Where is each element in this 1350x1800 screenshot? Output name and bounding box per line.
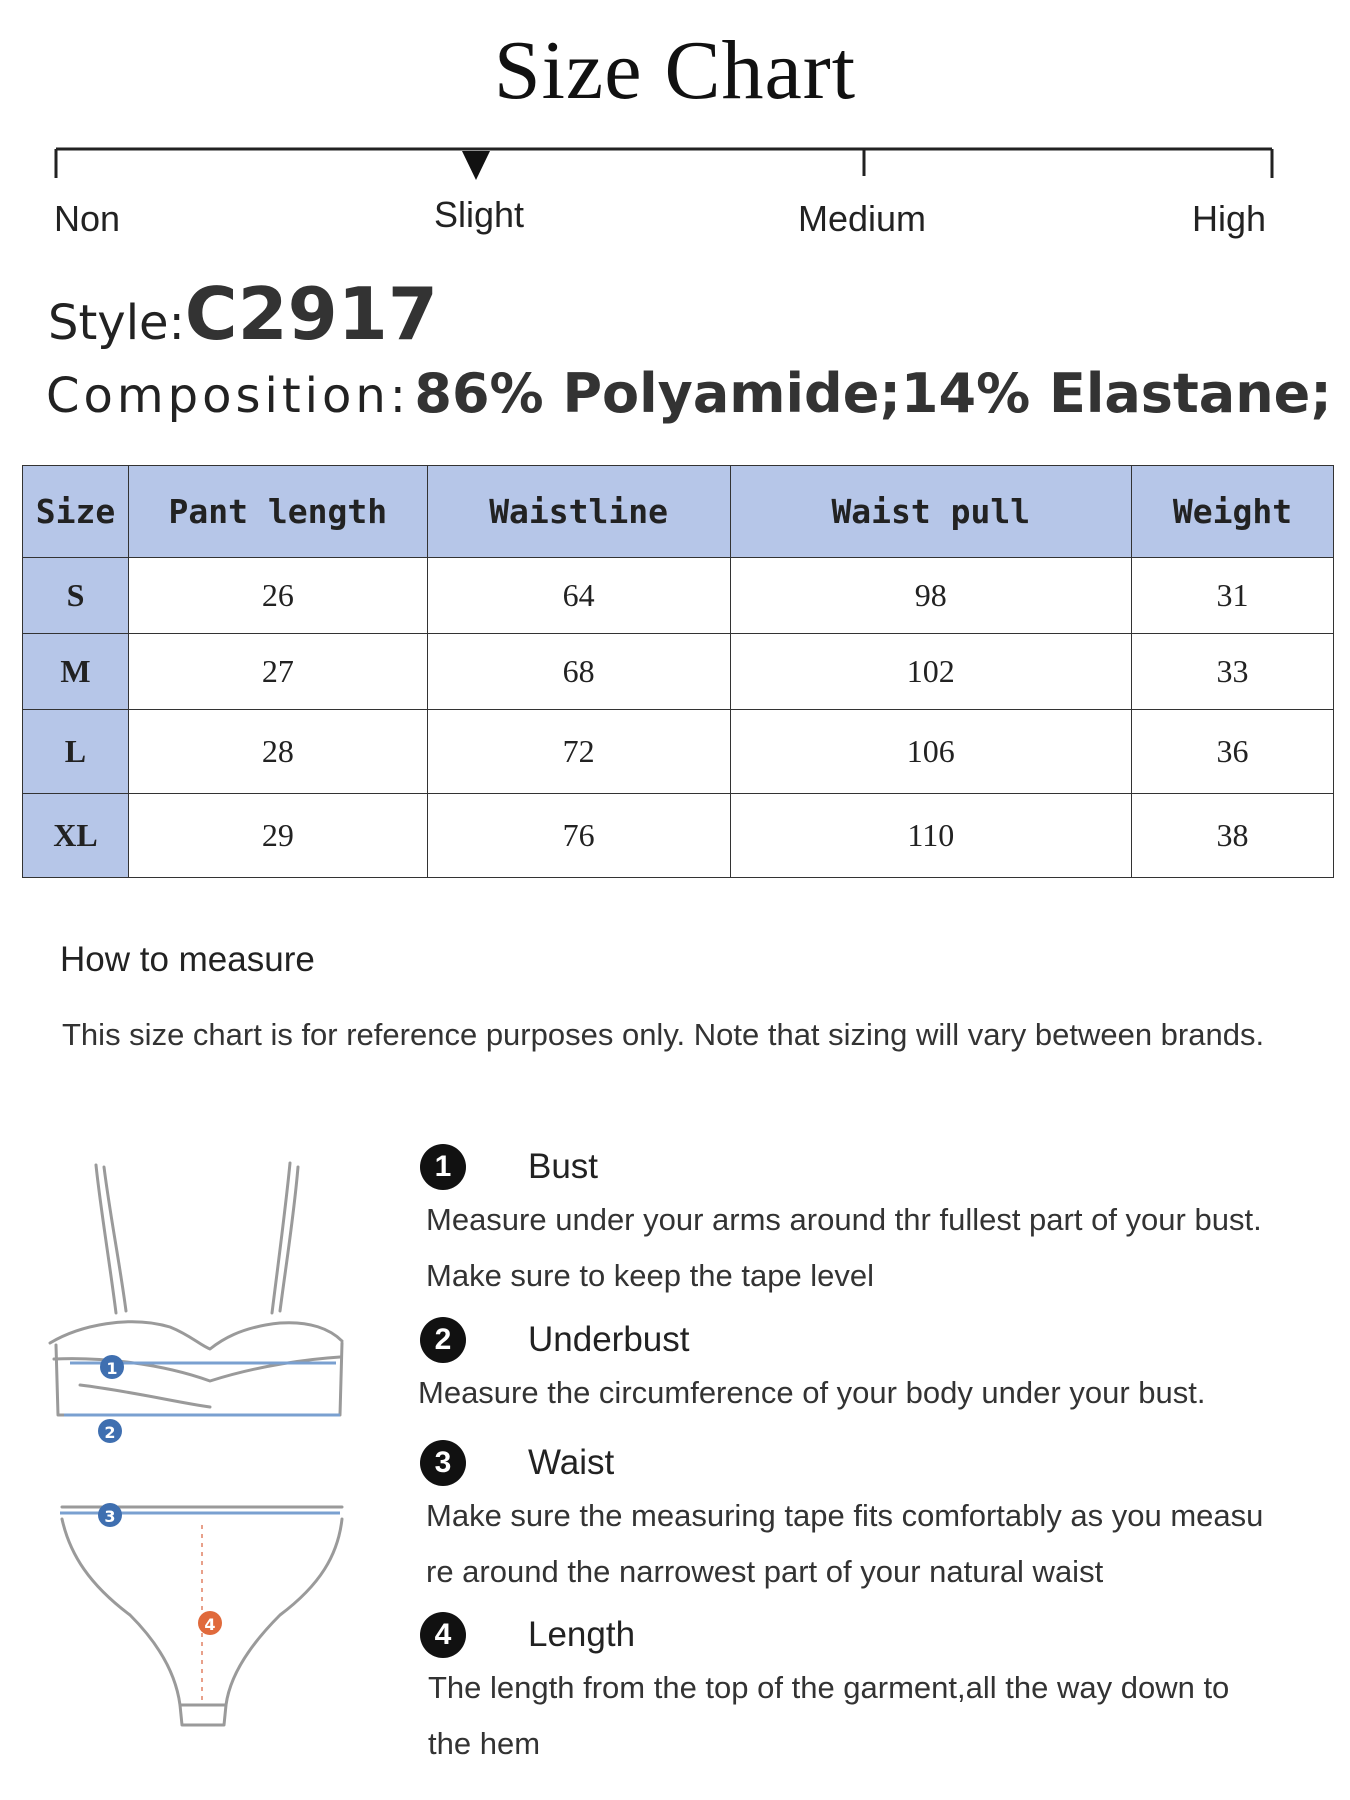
step-name: Length xyxy=(528,1615,636,1654)
style-line xyxy=(48,272,438,356)
composition-label: Composition: xyxy=(46,368,410,424)
stretch-scale xyxy=(0,0,1350,260)
table-cell: 64 xyxy=(427,558,730,634)
header-pant-length: Pant length xyxy=(128,466,427,558)
table-cell: 110 xyxy=(730,794,1132,878)
svg-text:4: 4 xyxy=(204,1615,216,1634)
table-cell: 28 xyxy=(128,710,427,794)
table-cell: 36 xyxy=(1132,710,1334,794)
table-cell: 98 xyxy=(730,558,1132,634)
measure-step-underbust xyxy=(420,1315,1320,1421)
selected-level-marker-icon xyxy=(462,151,490,180)
step-description: Make sure the measuring tape fits comfortably as you measu xyxy=(426,1498,1264,1533)
table-cell: 102 xyxy=(730,634,1132,710)
step-description: re around the narrowest part of your natural waist xyxy=(426,1554,1104,1589)
step-description: the hem xyxy=(428,1726,541,1761)
table-cell: 76 xyxy=(427,794,730,878)
style-label: Style: xyxy=(48,295,185,351)
table-cell: 106 xyxy=(730,710,1132,794)
header-waistline: Waistline xyxy=(427,466,730,558)
underbust-marker-icon xyxy=(98,1419,122,1443)
step-name: Underbust xyxy=(528,1320,690,1359)
length-marker-icon xyxy=(198,1611,222,1635)
table-row xyxy=(23,634,1334,710)
scale-level-non: Non xyxy=(54,198,121,239)
page-title: Size Chart xyxy=(493,24,857,117)
bikini-sketch-icon xyxy=(40,1145,370,1735)
step-number-badge: 4 xyxy=(420,1612,466,1658)
step-name: Bust xyxy=(528,1147,599,1186)
table-cell: 72 xyxy=(427,710,730,794)
composition-line xyxy=(46,362,1332,425)
header-weight: Weight xyxy=(1132,466,1334,558)
table-cell-size: XL xyxy=(23,794,129,878)
bust-marker-icon xyxy=(100,1355,124,1379)
step-description: Make sure to keep the tape level xyxy=(426,1258,875,1293)
step-number-badge: 2 xyxy=(420,1317,466,1363)
table-cell-size: M xyxy=(23,634,129,710)
table-row xyxy=(23,558,1334,634)
svg-text:2: 2 xyxy=(104,1423,116,1442)
measure-step-waist xyxy=(420,1438,1320,1600)
table-row xyxy=(23,794,1334,878)
scale-level-slight: Slight xyxy=(434,194,525,235)
table-cell: 27 xyxy=(128,634,427,710)
table-cell-size: S xyxy=(23,558,129,634)
scale-level-high: High xyxy=(1192,198,1267,239)
measure-step-length xyxy=(420,1610,1320,1772)
waist-marker-icon xyxy=(98,1503,122,1527)
step-description: The length from the top of the garment,all the way down to xyxy=(428,1670,1230,1705)
measure-step-bust xyxy=(420,1142,1320,1304)
scale-level-medium: Medium xyxy=(798,198,927,239)
table-cell-size: L xyxy=(23,710,129,794)
table-header-row xyxy=(23,466,1334,558)
how-to-measure-title: How to measure xyxy=(60,940,315,979)
svg-text:1: 1 xyxy=(106,1359,118,1378)
reference-note: This size chart is for reference purposes only. Note that sizing will vary between brands. xyxy=(62,1017,1265,1052)
table-cell: 33 xyxy=(1132,634,1334,710)
composition-value: 86% Polyamide;14% Elastane; xyxy=(414,362,1332,425)
style-value: C2917 xyxy=(184,272,438,356)
table-cell: 31 xyxy=(1132,558,1334,634)
step-number-badge: 1 xyxy=(420,1144,466,1190)
header-waist-pull: Waist pull xyxy=(730,466,1132,558)
table-cell: 26 xyxy=(128,558,427,634)
table-cell: 29 xyxy=(128,794,427,878)
table-row xyxy=(23,710,1334,794)
step-number-badge: 3 xyxy=(420,1440,466,1486)
svg-text:3: 3 xyxy=(104,1507,116,1526)
size-table xyxy=(22,465,1334,878)
step-name: Waist xyxy=(528,1443,615,1482)
stretch-scale-line xyxy=(0,0,1350,260)
step-description: Measure the circumference of your body under your bust. xyxy=(418,1375,1206,1410)
table-cell: 68 xyxy=(427,634,730,710)
header-size: Size xyxy=(23,466,129,558)
step-description: Measure under your arms around thr fullest part of your bust. xyxy=(426,1202,1262,1237)
table-cell: 38 xyxy=(1132,794,1334,878)
